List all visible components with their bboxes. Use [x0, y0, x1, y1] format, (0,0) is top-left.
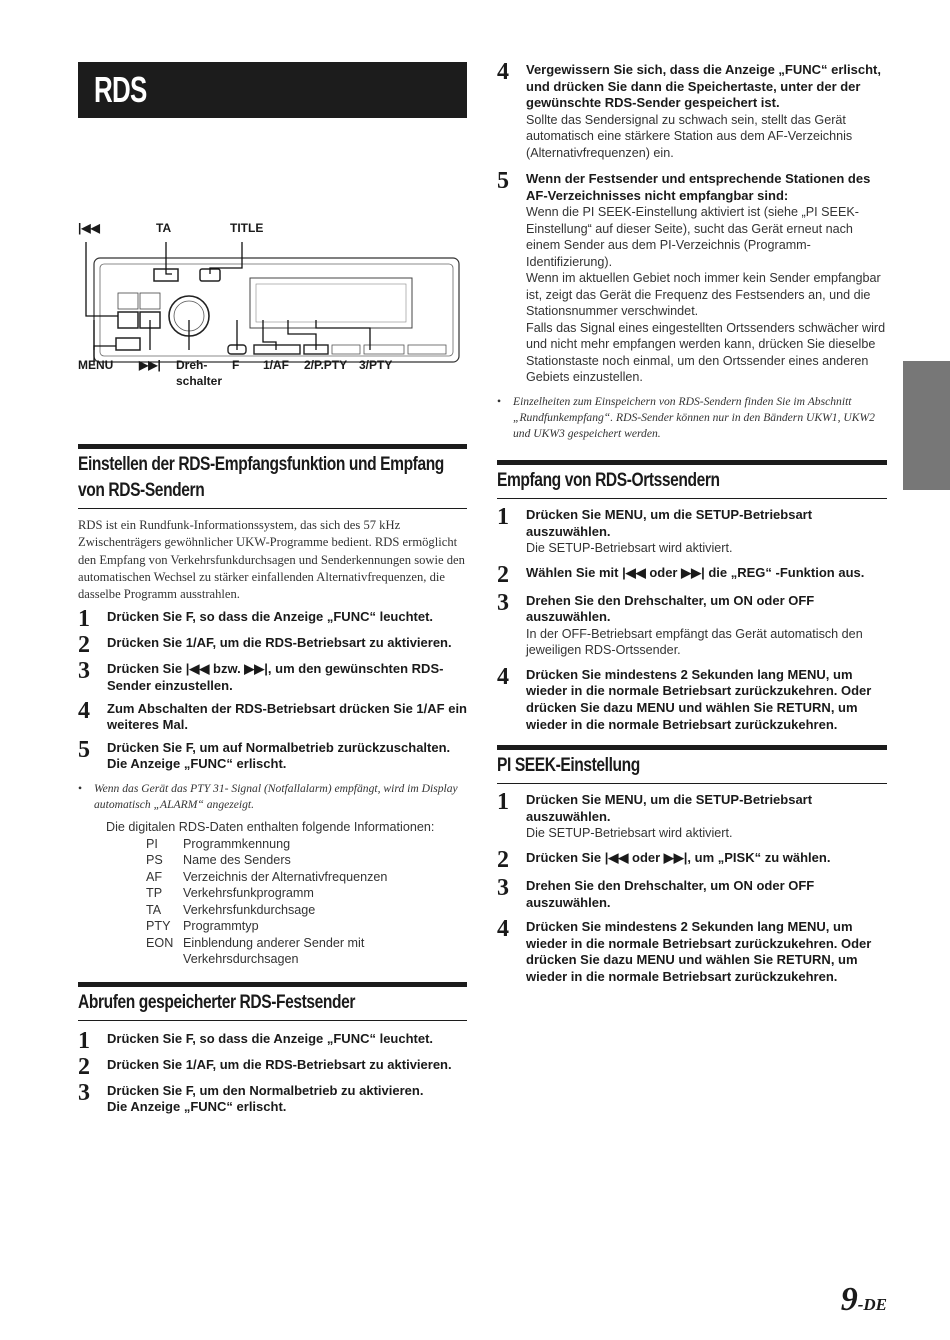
- list-item: 2 Drücken Sie 1/AF, um die RDS-Betriebsart zu aktivieren.: [78, 1053, 452, 1080]
- list-item: 1 Drücken Sie MENU, um die SETUP-Betriebsart auszuwählen. Die SETUP-Betriebsart wird aktiviert.: [497, 789, 813, 841]
- diagram-label-ta: TA: [156, 221, 172, 235]
- page-title: RDS: [78, 62, 467, 118]
- page-number: 9-DE: [840, 1281, 887, 1318]
- left-column: [78, 62, 467, 1122]
- diagram-label-dreh: Dreh-: [176, 358, 208, 372]
- list-item: PS Name des Senders: [146, 853, 291, 868]
- list-item: 2 Wählen Sie mit |◀◀ oder ▶▶| die „REG“ -Funktion aus.: [497, 561, 865, 588]
- section-intro: RDS ist ein Rundfunk-Informationssystem, das sich des 57 kHz Zwischenträgers gewöhnlicher UKW-Programme bedient. RDS ermöglicht den Empfang von Verkehrsfunkdurchsagen und Senderkennungen sowie den automatischen Wechsel zu stärker einfallenden Alternativfrequenzen, die dasselbe Programm ausstrahlen.: [78, 518, 465, 602]
- rds-data-list: [146, 836, 467, 968]
- diagram-connector-lines: [78, 320, 467, 360]
- list-item: 3 Drehen Sie den Drehschalter, um ON oder OFF auszuwählen. In der OFF-Betriebsart empfängt das Gerät automatisch den jeweiligen RDS-Ortssender.: [497, 589, 863, 658]
- diagram-label-3pty: 3/PTY: [359, 358, 393, 372]
- list-item: AF Verzeichnis der Alternativfrequenzen: [146, 869, 388, 884]
- list-item: 5 Wenn der Festsender und entsprechende Stationen des AF-Verzeichnisses nicht empfangbar sind: Wenn die PI SEEK-Einstellung aktiviert ist (siehe „PI SEEK-Einstellung“ auf dieser Seite), sucht das Gerät erneut nach einem Sender aus dem PI-Verzeichnis (Programm-Identifizierung). Wenn im aktuellen Gebiet noch immer kein Sender empfangbar ist, zeigt das Gerät die Frequenz des Festsenders an, und die Stationsnummer verschwindet. Falls das Signal eines eingestellten Ortssenders schwächer wird und nicht mehr empfangen werden kann, drücken Sie dieselbe Stationstaste noch einmal, um den Ortssender eines anderen Gebiets einzustellen.: [497, 168, 886, 385]
- list-item: 3 Drehen Sie den Drehschalter, um ON oder OFF auszuwählen.: [497, 874, 815, 910]
- list-item: 1 Drücken Sie MENU, um die SETUP-Betriebsart auszuwählen. Die SETUP-Betriebsart wird aktiviert.: [497, 503, 813, 556]
- diagram-label-f: F: [232, 358, 240, 372]
- list-item: 3 Drücken Sie F, um den Normalbetrieb zu aktivieren. Die Anzeige „FUNC“ erlischt.: [78, 1079, 424, 1115]
- list-item: EON Einblendung anderer Sender mit Verkehrsdurchsagen: [146, 935, 365, 967]
- diagram-label-prev: |◀◀: [78, 221, 100, 235]
- list-item: PI Programmkennung: [146, 836, 291, 851]
- right-column: [497, 59, 887, 991]
- section-heading-local-stations: Empfang von RDS-Ortssendern: [497, 460, 887, 499]
- note: • Wenn das Gerät das PTY 31- Signal (Notfallalarm) empfängt, wird im Display automatisch „ALARM“ angezeigt.: [78, 782, 458, 812]
- section-heading-rds-reception: Einstellen der RDS-Empfangsfunktion und Empfang von RDS-Sendern: [78, 444, 467, 509]
- list-item: TA Verkehrsfunkdurchsage: [146, 902, 316, 917]
- list-item: PTY Programmtyp: [146, 919, 259, 934]
- list-item: 4 Vergewissern Sie sich, dass die Anzeige „FUNC“ erlischt, und drücken Sie dann die Speichertaste, unter der der gewünschte RDS-Sender gespeichert ist. Sollte das Sendersignal zu schwach sein, stellt das Gerät automatisch eine stärkere Station aus dem AF-Verzeichnis (Alternativfrequenzen) ein.: [497, 59, 881, 160]
- diagram-label-2ppty: 2/P.PTY: [304, 358, 348, 372]
- chapter-tab: [903, 361, 950, 490]
- list-item: 3 Drücken Sie |◀◀ bzw. ▶▶|, um den gewünschten RDS-Sender einzustellen.: [78, 658, 444, 694]
- diagram-label-next: ▶▶|: [139, 358, 161, 372]
- section-heading-pi-seek: PI SEEK-Einstellung: [497, 745, 887, 784]
- list-item: 4 Drücken Sie mindestens 2 Sekunden lang MENU, um wieder in die normale Betriebsart zurückzukehren. Oder drücken Sie dazu MENU und wählen Sie RETURN, um wieder in die normale Betriebsart zurückzukehren.: [497, 663, 872, 732]
- list-item: 4 Drücken Sie mindestens 2 Sekunden lang MENU, um wieder in die normale Betriebsart zurückzukehren. Oder drücken Sie dazu MENU und wählen Sie RETURN, um wieder in die normale Betriebsart zurückzukehren.: [497, 916, 872, 984]
- list-item: TP Verkehrsfunkprogramm: [146, 886, 314, 901]
- diagram-label-1af: 1/AF: [263, 358, 290, 372]
- list-item: 1 Drücken Sie F, so dass die Anzeige „FUNC“ leuchtet.: [78, 606, 434, 633]
- list-item: 4 Zum Abschalten der RDS-Betriebsart drücken Sie 1/AF ein weiteres Mal.: [78, 697, 467, 733]
- list-item: 2 Drücken Sie 1/AF, um die RDS-Betriebsart zu aktivieren.: [78, 632, 452, 659]
- section-heading-preset-recall: Abrufen gespeicherter RDS-Festsender: [78, 982, 467, 1021]
- diagram-label-title: TITLE: [230, 221, 264, 235]
- list-item: 5 Drücken Sie F, um auf Normalbetrieb zurückzuschalten. Die Anzeige „FUNC“ erlischt.: [78, 736, 451, 772]
- note: • Einzelheiten zum Einspeichern von RDS-Sendern finden Sie im Abschnitt „Rundfunkempfang“. RDS-Sender können nur in den Bändern UKW1, UKW2 und UKW3 gespeichert werden.: [497, 394, 875, 440]
- list-item: 1 Drücken Sie F, so dass die Anzeige „FUNC“ leuchtet.: [78, 1027, 434, 1054]
- diagram-label-schalter: schalter: [176, 374, 223, 388]
- list-item: 2 Drücken Sie |◀◀ oder ▶▶|, um „PISK“ zu wählen.: [497, 846, 831, 873]
- diagram-bottom-labels: [78, 358, 467, 418]
- diagram-label-menu: MENU: [78, 358, 114, 372]
- rds-data-intro: Die digitalen RDS-Daten enthalten folgende Informationen:: [106, 820, 435, 835]
